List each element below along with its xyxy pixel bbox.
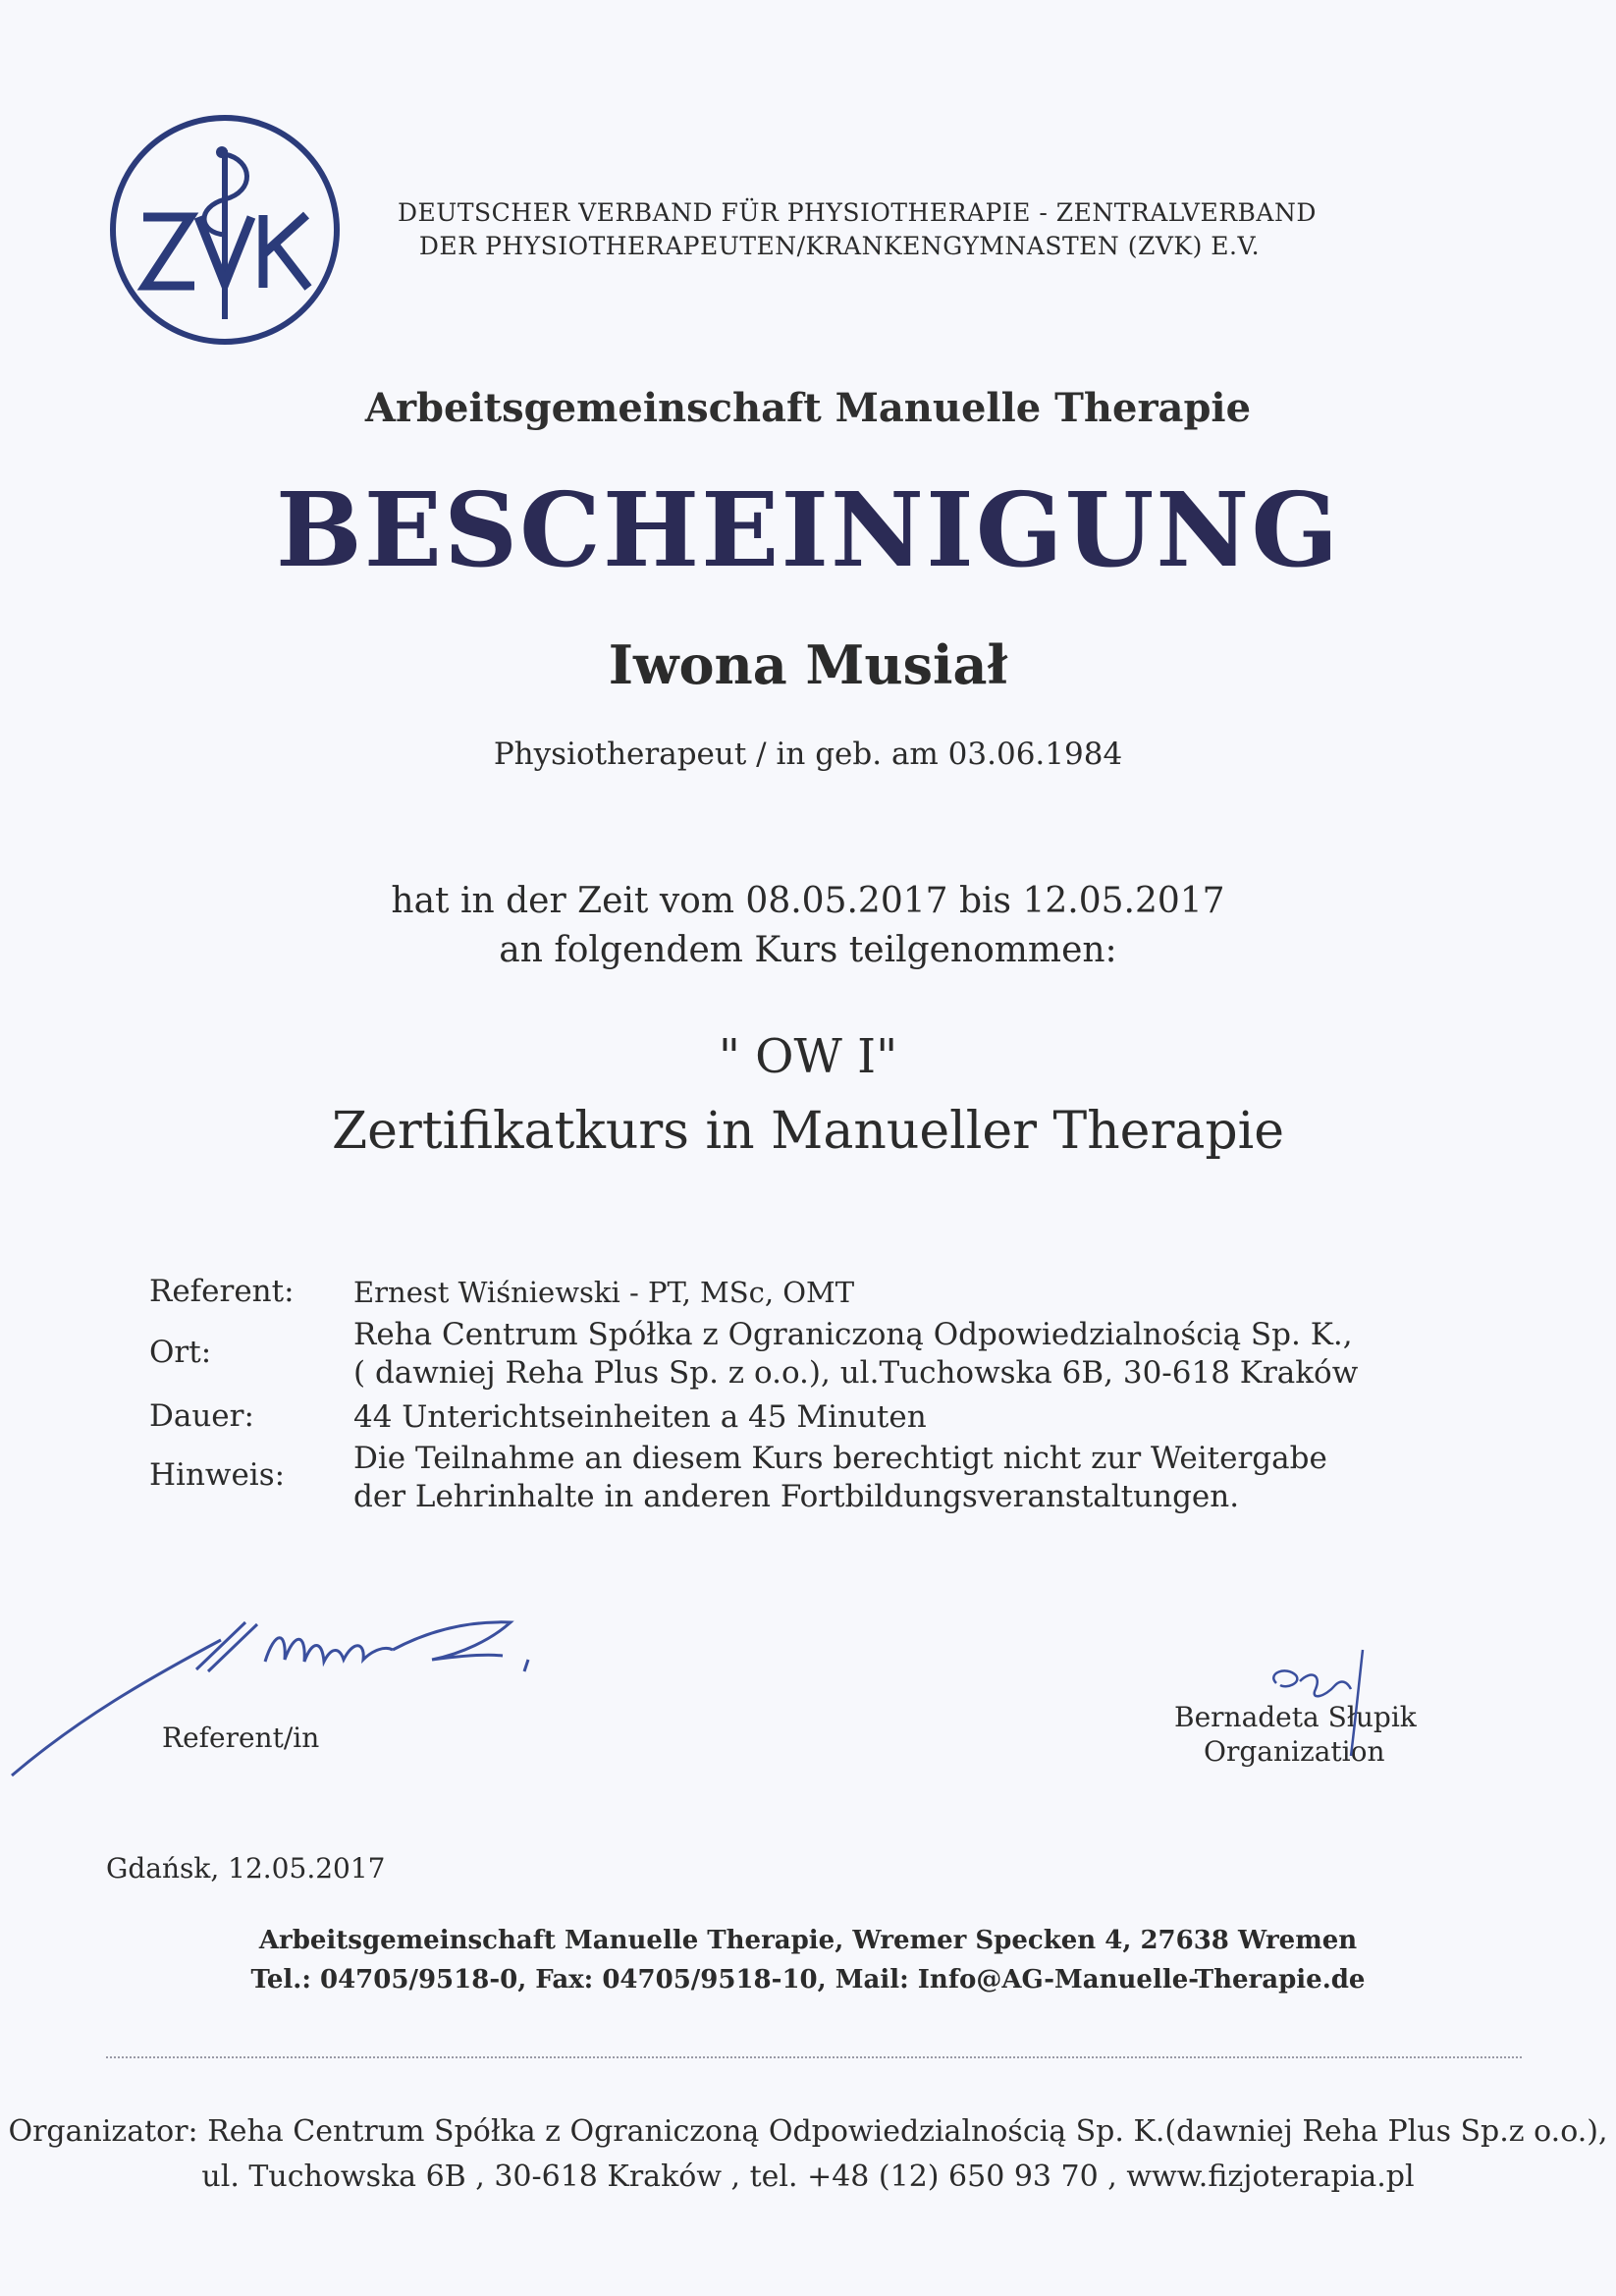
referent-label: Referent: (149, 1274, 295, 1309)
course-name: Zertifikatkurs in Manueller Therapie (331, 1102, 1285, 1161)
participant-profession: Physiotherapeut / in geb. am 03.06.1984 (493, 737, 1123, 772)
dauer-label: Dauer: (149, 1398, 254, 1434)
ort-label: Ort: (149, 1335, 212, 1370)
course-code: " OW I" (718, 1029, 898, 1084)
footer-contact: Tel.: 04705/9518-0, Fax: 04705/9518-10, Mail: Info@AG-Manuelle-Therapie.de (250, 1965, 1366, 1995)
organizer-info (0, 2109, 1616, 2200)
organization-header (398, 196, 1317, 263)
organization-line-2: DER PHYSIOTHERAPEUTEN/KRANKENGYMNASTEN (ZVK) E.V. (418, 232, 1261, 260)
hinweis-value-line-2: der Lehrinhalte in anderen Fortbildungsveranstaltungen. (353, 1479, 1240, 1514)
dauer-value: 44 Unterichtseinheiten a 45 Minuten (353, 1399, 927, 1435)
ort-value-line-1: Reha Centrum Spółka z Ograniczoną Odpowiedzialnością Sp. K., (353, 1317, 1353, 1352)
referent-signature-label: Referent/in (162, 1722, 320, 1754)
footer-divider (106, 2056, 1522, 2058)
organizer-signatory-name: Bernadeta Słupik (1174, 1701, 1417, 1733)
participant-name: Iwona Musiał (608, 633, 1008, 696)
working-group-title: Arbeitsgemeinschaft Manuelle Therapie (364, 385, 1252, 431)
organizer-line-1: Organizator: Reha Centrum Spółka z Ograniczoną Odpowiedzialnością Sp. K.(dawniej Reha Plus Sp.z o.o.), (8, 2114, 1608, 2149)
hinweis-value-line-1: Die Teilnahme an diesem Kurs berechtigt nicht zur Weitergabe (353, 1441, 1327, 1476)
organization-line-1: DEUTSCHER VERBAND FÜR PHYSIOTHERAPIE - ZENTRALVERBAND (398, 198, 1317, 227)
zvk-logo (106, 111, 344, 349)
document-title: BESCHEINIGUNG (275, 469, 1341, 590)
referent-signature (0, 1601, 550, 1787)
organizer-line-2: ul. Tuchowska 6B , 30-618 Kraków , tel. +48 (12) 650 93 70 , www.fizjoterapia.pl (201, 2159, 1415, 2194)
period-line-2: an folgendem Kurs teilgenommen: (499, 930, 1117, 970)
hinweis-label: Hinweis: (149, 1457, 286, 1493)
place-and-date: Gdańsk, 12.05.2017 (106, 1852, 386, 1885)
organizer-signature-label: Organization (1204, 1735, 1385, 1768)
organizer-signature (1257, 1646, 1394, 1764)
zvk-logo-icon (106, 111, 344, 349)
course-period (0, 877, 1616, 975)
period-line-1: hat in der Zeit vom 08.05.2017 bis 12.05.2017 (391, 881, 1225, 921)
ort-value-line-2: ( dawniej Reha Plus Sp. z o.o.), ul.Tuchowska 6B, 30-618 Kraków (353, 1355, 1359, 1391)
footer-address: Arbeitsgemeinschaft Manuelle Therapie, Wremer Specken 4, 27638 Wremen (258, 1926, 1358, 1955)
referent-value: Ernest Wiśniewski - PT, MSc, OMT (353, 1276, 855, 1309)
